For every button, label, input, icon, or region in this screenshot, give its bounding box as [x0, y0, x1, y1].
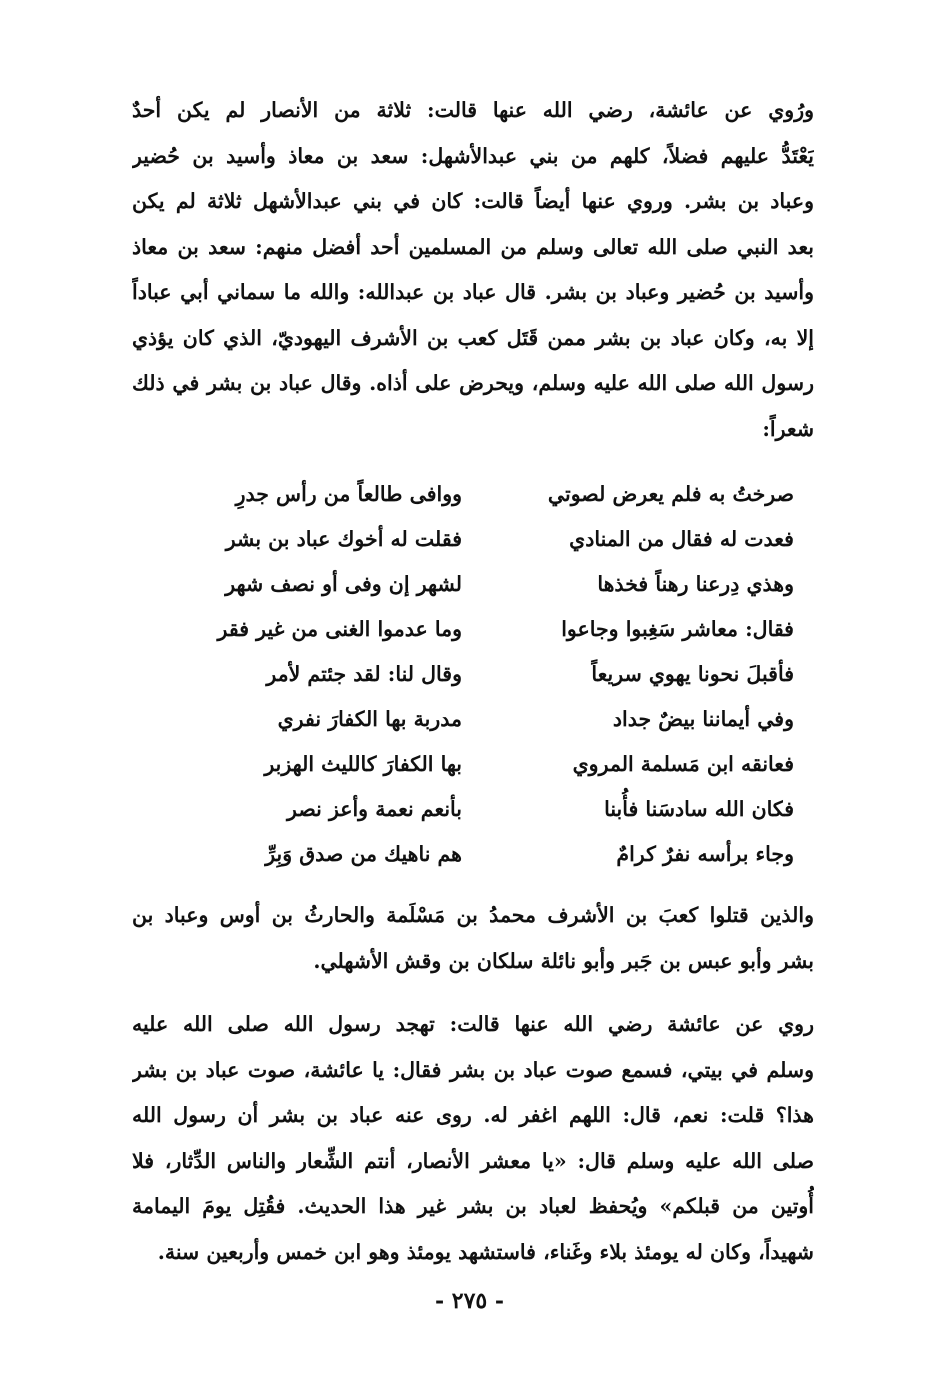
poem: [132, 472, 814, 877]
text-line: صلى الله عليه وسلم قال: «يا معشر الأنصار، أنتم الشِّعار والناس الدِّثار، فلا: [132, 1148, 814, 1173]
paragraph-gap: [132, 984, 814, 1002]
text-line: رسول الله صلى الله عليه وسلم، ويحرض على أذاه. وقال عباد بن بشر في ذلك: [132, 371, 814, 395]
verse-first-hemistich: صرختُ به فلم يعرض لصوتي: [547, 482, 794, 506]
poem-verse: [162, 472, 794, 517]
text-line: شهيداً، وكان له يومئذ بلاء وغَناء، فاستشهد يومئذ وهو ابن خمس وأربعين سنة.: [157, 1239, 814, 1264]
poem-verse: [162, 652, 794, 697]
text-line: شعراً:: [762, 416, 814, 441]
verse-second-hemistich: لشهر إن وفى أو نصف شهر: [225, 572, 462, 596]
text-line: يَعْتَدُّ عليهم فضلاً، كلهم من بني عبدالأشهل: سعد بن معاذ وأسيد بن حُضير: [132, 143, 814, 168]
page-body: [132, 88, 814, 1275]
paragraph-3: [132, 1002, 814, 1275]
page-number: - ٢٧٥ -: [434, 1288, 505, 1314]
paragraph-2: [132, 893, 814, 984]
paragraph-1: [132, 88, 814, 452]
text-line: إلا به، وكان عباد بن بشر ممن قَتَل كعب بن الأشرف اليهوديّ، الذي كان يؤذي: [132, 325, 814, 350]
text-line: ورُوي عن عائشة، رضي الله عنها قالت: ثلاثة من الأنصار لم يكن أحدٌ: [132, 98, 814, 122]
verse-first-hemistich: فكان الله سادسَنا فأُبنا: [604, 797, 794, 821]
verse-second-hemistich: وقال لنا: لقد جئتم لأمر: [266, 662, 462, 686]
verse-first-hemistich: فقال: معاشر سَغِبوا وجاعوا: [561, 617, 794, 641]
text-line: أُوتين من قبلكم» ويُحفظ لعباد بن بشر غير هذا الحديث. فقُتِل يومَ اليمامة: [132, 1194, 814, 1218]
verse-second-hemistich: بأنعم نعمة وأعز نصر: [287, 797, 462, 821]
verse-first-hemistich: وهذي دِرعنا رهناً فخذها: [597, 572, 794, 596]
poem-verse: [162, 697, 794, 742]
poem-verse: [162, 787, 794, 832]
verse-first-hemistich: فعانقه ابن مَسلمة المروي: [572, 752, 794, 776]
verse-second-hemistich: بها الكفارَ كالليث الهزبر: [264, 752, 462, 776]
text-line: روي عن عائشة رضي الله عنها قالت: تهجد رسول الله صلى الله عليه: [132, 1012, 814, 1036]
poem-verse: [162, 562, 794, 607]
text-line: وسلم في بيتي، فسمع صوت عباد بن بشر فقال: يا عائشة، صوت عباد بن بشر: [132, 1057, 814, 1082]
verse-first-hemistich: فعدت له فقال من المنادي: [569, 527, 794, 551]
verse-second-hemistich: ووافى طالعاً من رأس جدرِ: [235, 482, 462, 506]
text-line: وأسيد بن حُضير وعباد بن بشر. قال عباد بن عبدالله: والله ما سماني أبي عباداً: [132, 280, 814, 304]
verse-second-hemistich: فقلت له أخوك عباد بن بشر: [225, 527, 462, 551]
verse-second-hemistich: هم ناهيك من صدق وَبِرِّ: [265, 842, 462, 866]
verse-second-hemistich: وما عدموا الغنى من غير فقر: [217, 617, 462, 641]
text-line: والذين قتلوا كعبَ بن الأشرف محمدُ بن مَسْلَمة والحارثُ بن أوس وعباد بن: [132, 903, 814, 927]
text-line: بشر وأبو عبس بن جَبر وأبو نائلة سلكان بن وقش الأشهلي.: [313, 948, 814, 973]
text-line: هذا؟ قلت: نعم، قال: اللهم اغفر له. روى عنه عباد بن بشر أن رسول الله: [132, 1103, 814, 1127]
text-line: بعد النبي صلى الله تعالى وسلم من المسلمين أحد أفضل منهم: سعد بن معاذ: [132, 234, 814, 259]
poem-verse: [162, 832, 794, 877]
poem-verse: [162, 517, 794, 562]
verse-second-hemistich: مدربة بها الكفارَ نفري: [277, 707, 462, 731]
poem-verse: [162, 607, 794, 652]
verse-first-hemistich: وفي أيماننا بيضٌ جداد: [612, 707, 794, 731]
verse-first-hemistich: وجاء برأسه نفرٌ كرامٌ: [616, 842, 794, 866]
verse-first-hemistich: فأقبلَ نحونا يهوي سريعاً: [591, 662, 794, 686]
poem-verse: [162, 742, 794, 787]
text-line: وعباد بن بشر. وروي عنها أيضاً قالت: كان في بني عبدالأشهل ثلاثة لم يكن: [132, 189, 814, 213]
